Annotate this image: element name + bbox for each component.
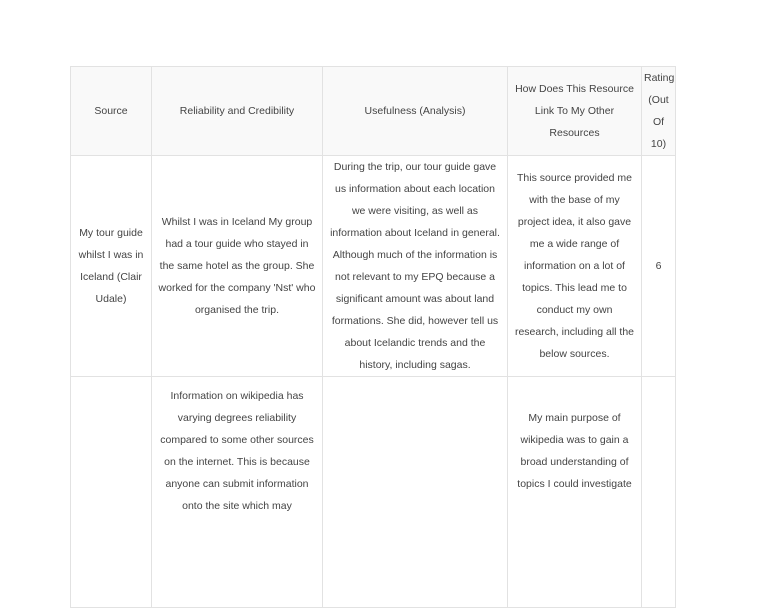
cell-usefulness: During the trip, our tour guide gave us information about each location we were visiting, as well as information about Iceland in general. Although much of the information is not relevant to my EPQ because a significant amount was about land formations. She did, however tell us about Icelandic trends and the history, including sagas. [323, 156, 508, 377]
cell-rating: 6 [642, 156, 676, 377]
cell-source [71, 377, 152, 608]
header-link: How Does This Resource Link To My Other Resources [508, 67, 642, 156]
table-row [71, 156, 676, 377]
header-source: Source [71, 67, 152, 156]
table-row [71, 377, 676, 608]
source-evaluation-table-viewport [70, 66, 675, 512]
cell-reliability: Information on wikipedia has varying degrees reliability compared to some other sources on the internet. This is because anyone can submit information onto the site which may [152, 377, 323, 608]
header-reliability: Reliability and Credibility [152, 67, 323, 156]
cell-rating [642, 377, 676, 608]
table-header-row [71, 67, 676, 156]
header-rating: Rating (Out Of 10) [642, 67, 676, 156]
cell-link: My main purpose of wikipedia was to gain a broad understanding of topics I could investigate [508, 377, 642, 608]
cell-link: This source provided me with the base of my project idea, it also gave me a wide range of information on a lot of topics. This lead me to conduct my own research, including all the below sources. [508, 156, 642, 377]
header-usefulness: Usefulness (Analysis) [323, 67, 508, 156]
cell-source: My tour guide whilst I was in Iceland (Clair Udale) [71, 156, 152, 377]
cell-usefulness [323, 377, 508, 608]
source-evaluation-table [70, 66, 676, 608]
cell-reliability: Whilst I was in Iceland My group had a tour guide who stayed in the same hotel as the group. She worked for the company 'Nst' who organised the trip. [152, 156, 323, 377]
